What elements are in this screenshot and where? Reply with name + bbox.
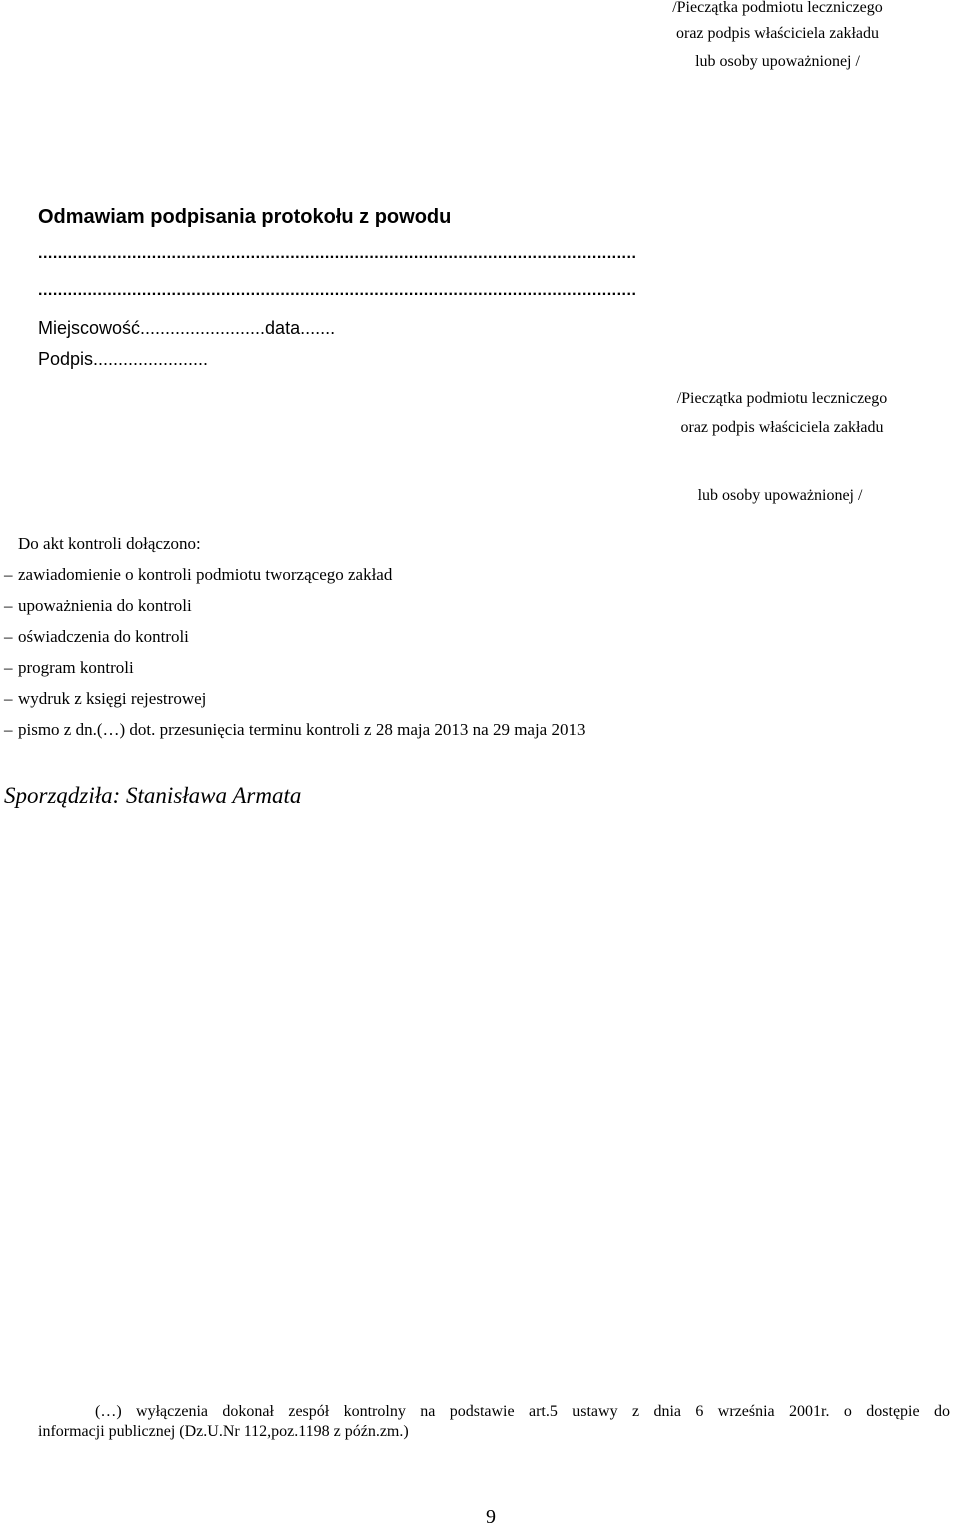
dash-bullet: – [4,596,13,615]
mid-stamp-line-2: oraz podpis właściciela zakładu [680,419,884,436]
dash-bullet: – [4,658,13,677]
refusal-dots-line-2: ......................................................................................................................... [38,282,637,299]
footnote-line-2: informacji publicznej (Dz.U.Nr 112,poz.1198 z późn.zm.) [38,1423,409,1440]
prepared-by: Sporządziła: Stanisława Armata [4,783,302,808]
dash-bullet: – [4,689,13,708]
attachment-item: – wydruk z księgi rejestrowej [4,689,207,708]
attachment-item: – upoważnienia do kontroli [4,596,192,615]
dash-bullet: – [4,720,13,739]
refusal-heading: Odmawiam podpisania protokołu z powodu [38,206,452,228]
attachment-item: – zawiadomienie o kontroli podmiotu tworzącego zakład [4,565,393,584]
attachments-heading: Do akt kontroli dołączono: [18,534,201,553]
refusal-dots-line-1: ......................................................................................................................... [38,245,637,262]
top-stamp-line-2: oraz podpis właściciela zakładu [675,25,880,42]
mid-stamp-line-3: lub osoby upoważnionej / [697,487,863,504]
attachment-item: – oświadczenia do kontroli [4,627,189,646]
place-date-line: Miejscowość.........................data....... [38,318,336,338]
mid-stamp-line-1: /Pieczątka podmiotu leczniczego [676,390,888,407]
dash-bullet: – [4,565,13,584]
signature-line: Podpis....................... [38,349,209,369]
top-stamp-line-1: /Pieczątka podmiotu leczniczego [672,0,883,16]
dash-bullet: – [4,627,13,646]
attachment-item: – program kontroli [4,658,134,677]
footnote-line-1: (…) wyłączenia dokonał zespół kontrolny na podstawie art.5 ustawy z dnia 6 września 2001r. o dostępie do [95,1403,950,1420]
attachment-item: – pismo z dn.(…) dot. przesunięcia terminu kontroli z 28 maja 2013 na 29 maja 2013 [4,720,586,739]
page-number: 9 [486,1506,496,1528]
top-stamp-line-3: lub osoby upoważnionej / [695,53,860,70]
